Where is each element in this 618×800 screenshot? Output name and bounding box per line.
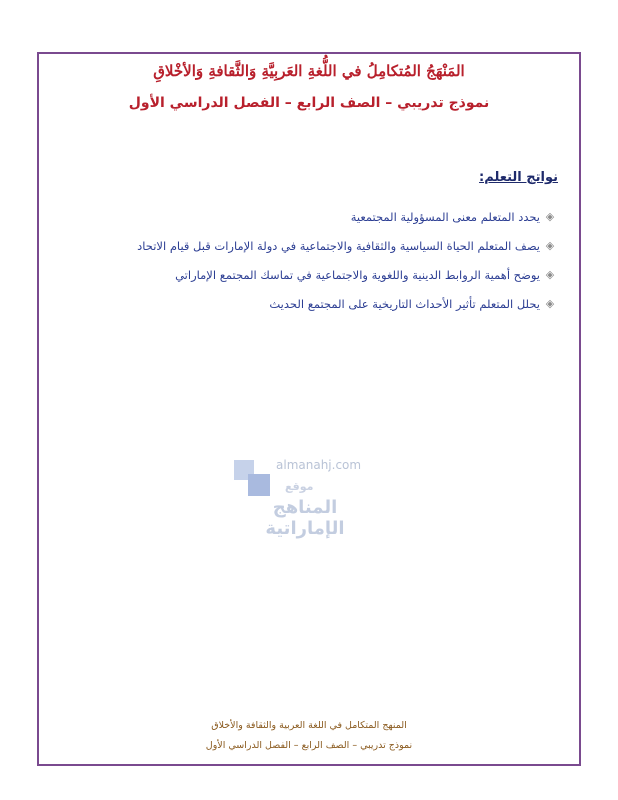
outcome-text: يحلل المتعلم تأثير الأحداث التاريخية على المجتمع الحديث <box>269 296 540 311</box>
outcome-text: يحدد المتعلم معنى المسؤولية المجتمعية <box>350 209 540 224</box>
list-item <box>66 289 556 318</box>
footer-line-1: المنهج المتكامل في اللغة العربية والثقافة والأخلاق <box>211 720 407 731</box>
diamond-bullet-icon: ◈ <box>545 210 555 223</box>
diamond-bullet-icon: ◈ <box>545 239 555 252</box>
footer-line-2: نموذج تدريبي – الصف الرابع – الفصل الدراسي الأول <box>205 740 413 751</box>
watermark-label-main: المناهج الإماراتية <box>265 497 345 539</box>
diamond-bullet-icon: ◈ <box>545 297 555 310</box>
outcomes-heading: نواتج التعلم: <box>479 170 558 185</box>
outcomes-list <box>66 202 556 318</box>
page-subtitle: نموذج تدريبي – الصف الرابع – الفصل الدراسي الأول <box>128 95 490 111</box>
list-item <box>66 202 556 231</box>
list-item <box>66 260 556 289</box>
watermark-logo-icon <box>234 460 270 496</box>
page-title: المَنْهَجُ المُتكامِلُ في اللُّغةِ العَربِيَّةِ وَالثَّقافةِ وَالأخْلاقِ <box>153 62 465 80</box>
watermark-site: almanahj.com <box>276 458 362 472</box>
list-item <box>66 231 556 260</box>
outcome-text: يوضح أهمية الروابط الدينية واللغوية والاجتماعية في تماسك المجتمع الإماراتي <box>175 267 540 282</box>
diamond-bullet-icon: ◈ <box>545 268 555 281</box>
outcome-text: يصف المتعلم الحياة السياسية والثقافية والاجتماعية في دولة الإمارات قبل قيام الاتحاد <box>137 238 540 253</box>
page-border <box>37 52 581 766</box>
watermark-label-top: موقع <box>285 480 314 493</box>
